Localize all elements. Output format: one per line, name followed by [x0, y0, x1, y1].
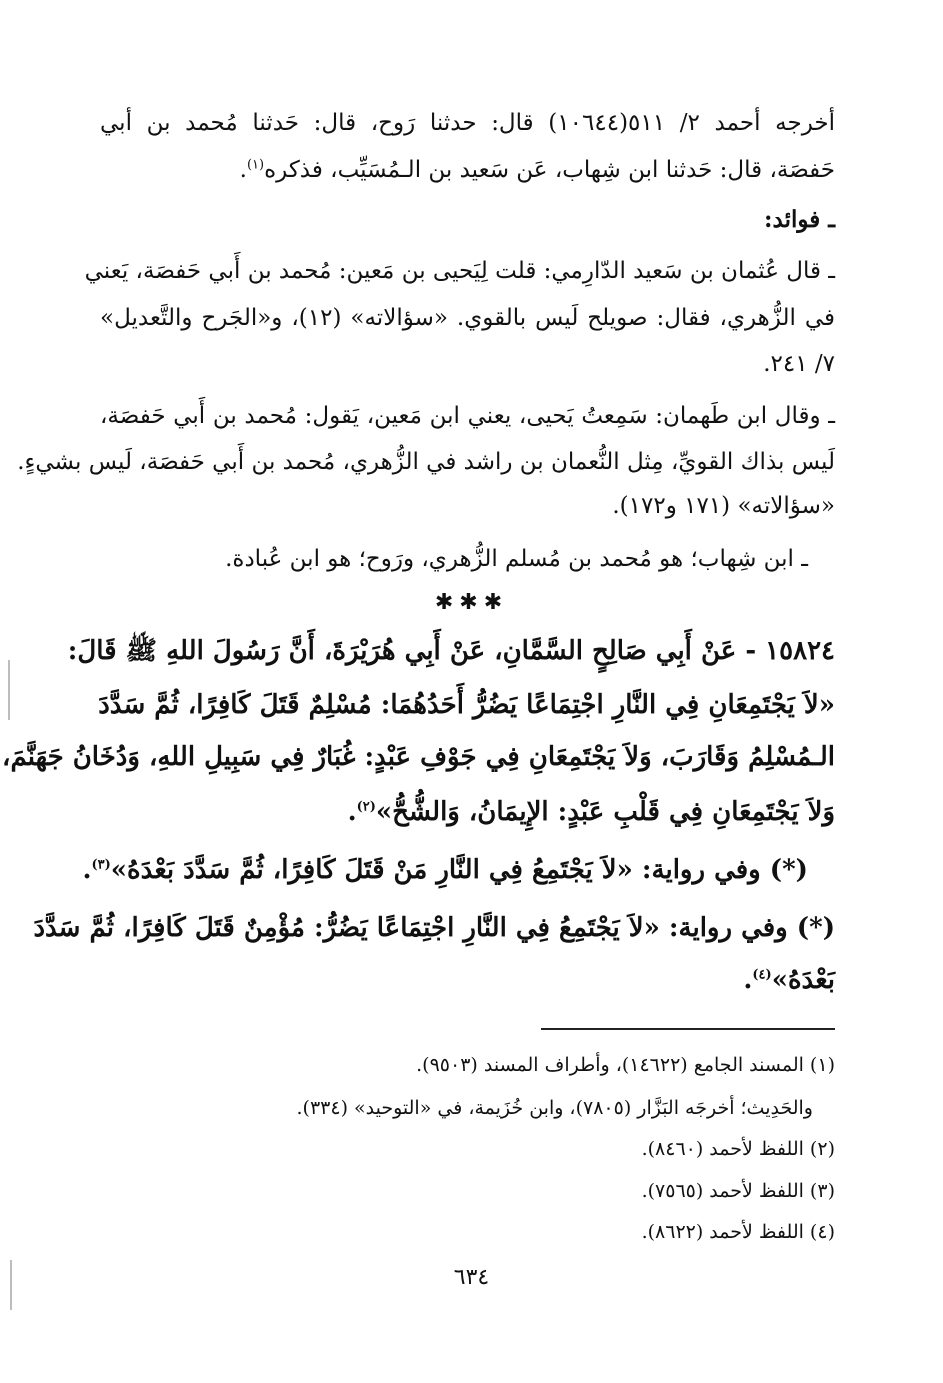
footnote-ref: (٤): [752, 967, 772, 983]
footnote-ref: (١): [246, 157, 265, 173]
paragraph-line: ـ ابن شِهاب؛ هو مُحمد بن مُسلم الزُّهري، ورَوح؛ هو ابن عُبادة.: [225, 546, 808, 572]
hadith-line: بَعْدَهُ»$^{(٤)}$.: [743, 965, 835, 995]
hadith-line: وَلاَ يَجْتَمِعَانِ فِي قَلْبِ عَبْدٍ: الإِيمَانُ، وَالشُّحُّ»$^{(٢)}$.: [347, 797, 835, 827]
text-line: حَفصَة، قال: حَدثنا ابن شِهاب، عَن سَعيد بن الـمُسَيِّب، فذكره: [264, 157, 835, 183]
text-line: أخرجه أحمد ٢/ ٥١١(١٠٦٤٤) قال: حدثنا رَوح، قال: حَدثنا مُحمد بن أبي: [100, 110, 836, 136]
paragraph-line: «سؤالاته» (١٧١ و١٧٢).: [612, 493, 835, 519]
section-heading: ـ فوائد:: [764, 206, 835, 233]
footnote-ref: (٢): [356, 799, 376, 815]
paragraph-line: ـ وقال ابن طَهمان: سَمِعتُ يَحيى، يعني ابن مَعين، يَقول: مُحمد بن أَبي حَفصَة،: [100, 403, 835, 429]
paragraph-line: ـ قال عُثمان بن سَعيد الدّارِمي: قلت لِيَحيى بن مَعين: مُحمد بن أَبي حَفصَة، يَعني: [84, 258, 835, 284]
footnote: والحَدِيث؛ أخرجَه البَزَّار (٧٨٠٥)، وابن خُزَيمة، في «التوحيد» (٣٣٤).: [296, 1097, 813, 1119]
paragraph-line: لَيس بذاك القويِّ، مِثل النُّعمان بن راشد في الزُّهري، مُحمد بن أَبي حَفصَة، لَيس بشيءٍ.: [17, 449, 835, 475]
section-separator: ✱✱✱: [434, 590, 509, 615]
hadith-line: «لاَ يَجْتَمِعَانِ فِي النَّارِ اجْتِمَاعًا يَضُرُّ أَحَدُهُمَا: مُسْلِمٌ قَتَلَ كَافِرًا، ثُمَّ سَدَّدَ: [98, 690, 835, 720]
scan-edge-mark: [10, 1260, 12, 1310]
hadith-line: (*) وفي رواية: «لاَ يَجْتَمِعُ فِي النَّارِ اجْتِمَاعًا يَضُرُّ: مُؤْمِنٌ قَتَلَ كَافِرًا، ثُمَّ سَدَّدَ: [33, 913, 835, 943]
hadith-line: الـمُسْلِمُ وَقَارَبَ، وَلاَ يَجْتَمِعَانِ فِي جَوْفِ عَبْدٍ: غُبَارٌ فِي سَبِيلِ اللهِ، وَدُخَانُ جَهَنَّمَ،: [2, 742, 835, 772]
text-line: .: [239, 157, 247, 183]
hadith-line: (*) وفي رواية: «لاَ يَجْتَمِعُ فِي النَّارِ مَنْ قَتَلَ كَافِرًا، ثُمَّ سَدَّدَ بَعْدَهُ»$^{(٣)}$.: [82, 855, 808, 885]
hadith-line: ١٥٨٢٤ - عَنْ أَبِي صَالِحٍ السَّمَّانِ، عَنْ أَبِي هُرَيْرَةَ، أَنَّ رَسُولَ اللهِ ﷺ قَالَ:: [67, 636, 835, 666]
paragraph-line: في الزُّهري، فقال: صويلح لَيس بالقوي. «سؤالاته» (١٢)، و«الجَرح والتَّعديل»: [100, 305, 836, 331]
paragraph-line: ٧/ ٢٤١.: [763, 351, 835, 377]
footnote-separator: [541, 1028, 835, 1030]
paragraph-line: [100, 155, 835, 185]
scan-edge-mark: [8, 660, 10, 720]
footnote: (٤) اللفظ لأحمد (٨٦٢٢).: [641, 1221, 835, 1243]
footnote: (٣) اللفظ لأحمد (٧٥٦٥).: [641, 1180, 835, 1202]
paragraph-line: [100, 108, 835, 138]
footnote-ref: (٣): [91, 857, 111, 873]
footnote: (٢) اللفظ لأحمد (٨٤٦٠).: [641, 1138, 835, 1160]
page-number: ٦٣٤: [453, 1265, 490, 1290]
footnote: (١) المسند الجامع (١٤٦٢٢)، وأطراف المسند (٩٥٠٣).: [416, 1054, 835, 1076]
